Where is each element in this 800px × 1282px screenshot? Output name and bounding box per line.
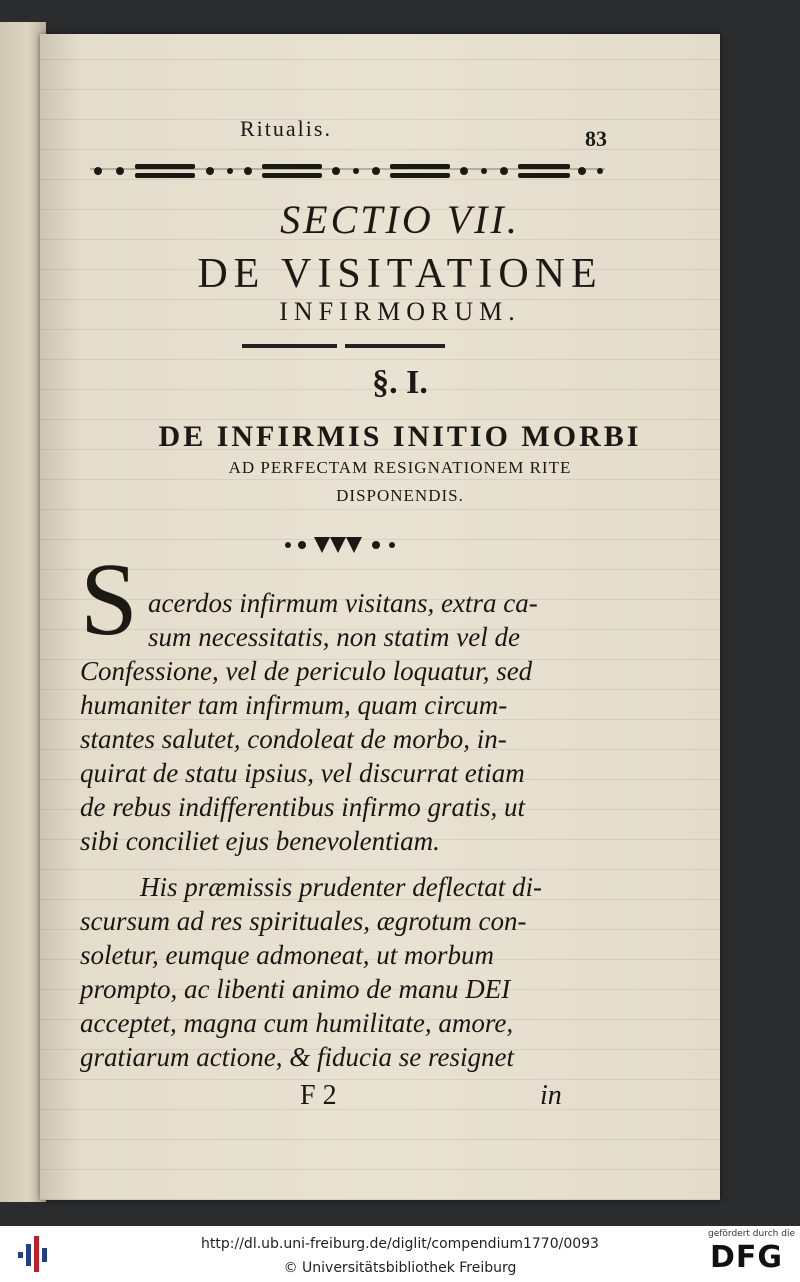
text-line: humaniter tam infirmum, quam circum- [80, 690, 508, 720]
text-line: quirat de statu ipsius, vel discurrat etiam [80, 758, 525, 788]
dfg-logo: DFG [710, 1240, 784, 1275]
permalink-url[interactable]: http://dl.ub.uni-freiburg.de/diglit/compendium1770/0093 [201, 1236, 599, 1252]
signature-mark: F 2 [300, 1080, 337, 1111]
section-title: DE VISITATIONE [197, 251, 603, 297]
text-line: scursum ad res spirituales, ægrotum con- [80, 906, 527, 936]
chapter-subheading-line2: DISPONENDIS. [336, 486, 464, 505]
catchword: in [540, 1080, 562, 1111]
drop-cap: S [80, 542, 138, 657]
chapter-subheading-line1: AD PERFECTAM RESIGNATIONEM RITE [228, 458, 572, 477]
divider-rule-left [242, 344, 337, 348]
copyright-text: © Universitätsbibliothek Freiburg [283, 1260, 517, 1276]
running-head: Ritualis. [240, 116, 332, 141]
text-line: acceptet, magna cum humilitate, amore, [80, 1008, 514, 1038]
text-line: sum necessitatis, non statim vel de [148, 622, 520, 652]
chapter-heading: DE INFIRMIS INITIO MORBI [158, 420, 642, 453]
ornament-border-icon [90, 156, 605, 186]
text-line: Confessione, vel de periculo loquatur, sed [80, 656, 533, 686]
text-line: prompto, ac libenti animo de manu DEI [80, 974, 511, 1004]
text-line: soletur, eumque admoneat, ut morbum [80, 940, 494, 970]
section-number: SECTIO VII. [280, 197, 520, 242]
text-line: sibi conciliet ejus benevolentiam. [80, 826, 440, 856]
divider-rule-right [345, 344, 445, 348]
text-line: acerdos infirmum visitans, extra ca- [148, 588, 538, 618]
dfg-funding-note: gefördert durch die [708, 1229, 795, 1239]
text-line: His præmissis prudenter deflectat di- [140, 872, 542, 902]
fleuron-icon [280, 533, 400, 557]
section-subtitle: INFIRMORUM. [279, 297, 521, 326]
text-line: gratiarum actione, & fiducia se resignet [80, 1042, 514, 1072]
paragraph-mark: §. I. [372, 364, 428, 401]
text-line: de rebus indifferentibus infirmo gratis, ut [80, 792, 525, 822]
text-line: stantes salutet, condoleat de morbo, in- [80, 724, 507, 754]
page-number: 83 [585, 126, 607, 151]
